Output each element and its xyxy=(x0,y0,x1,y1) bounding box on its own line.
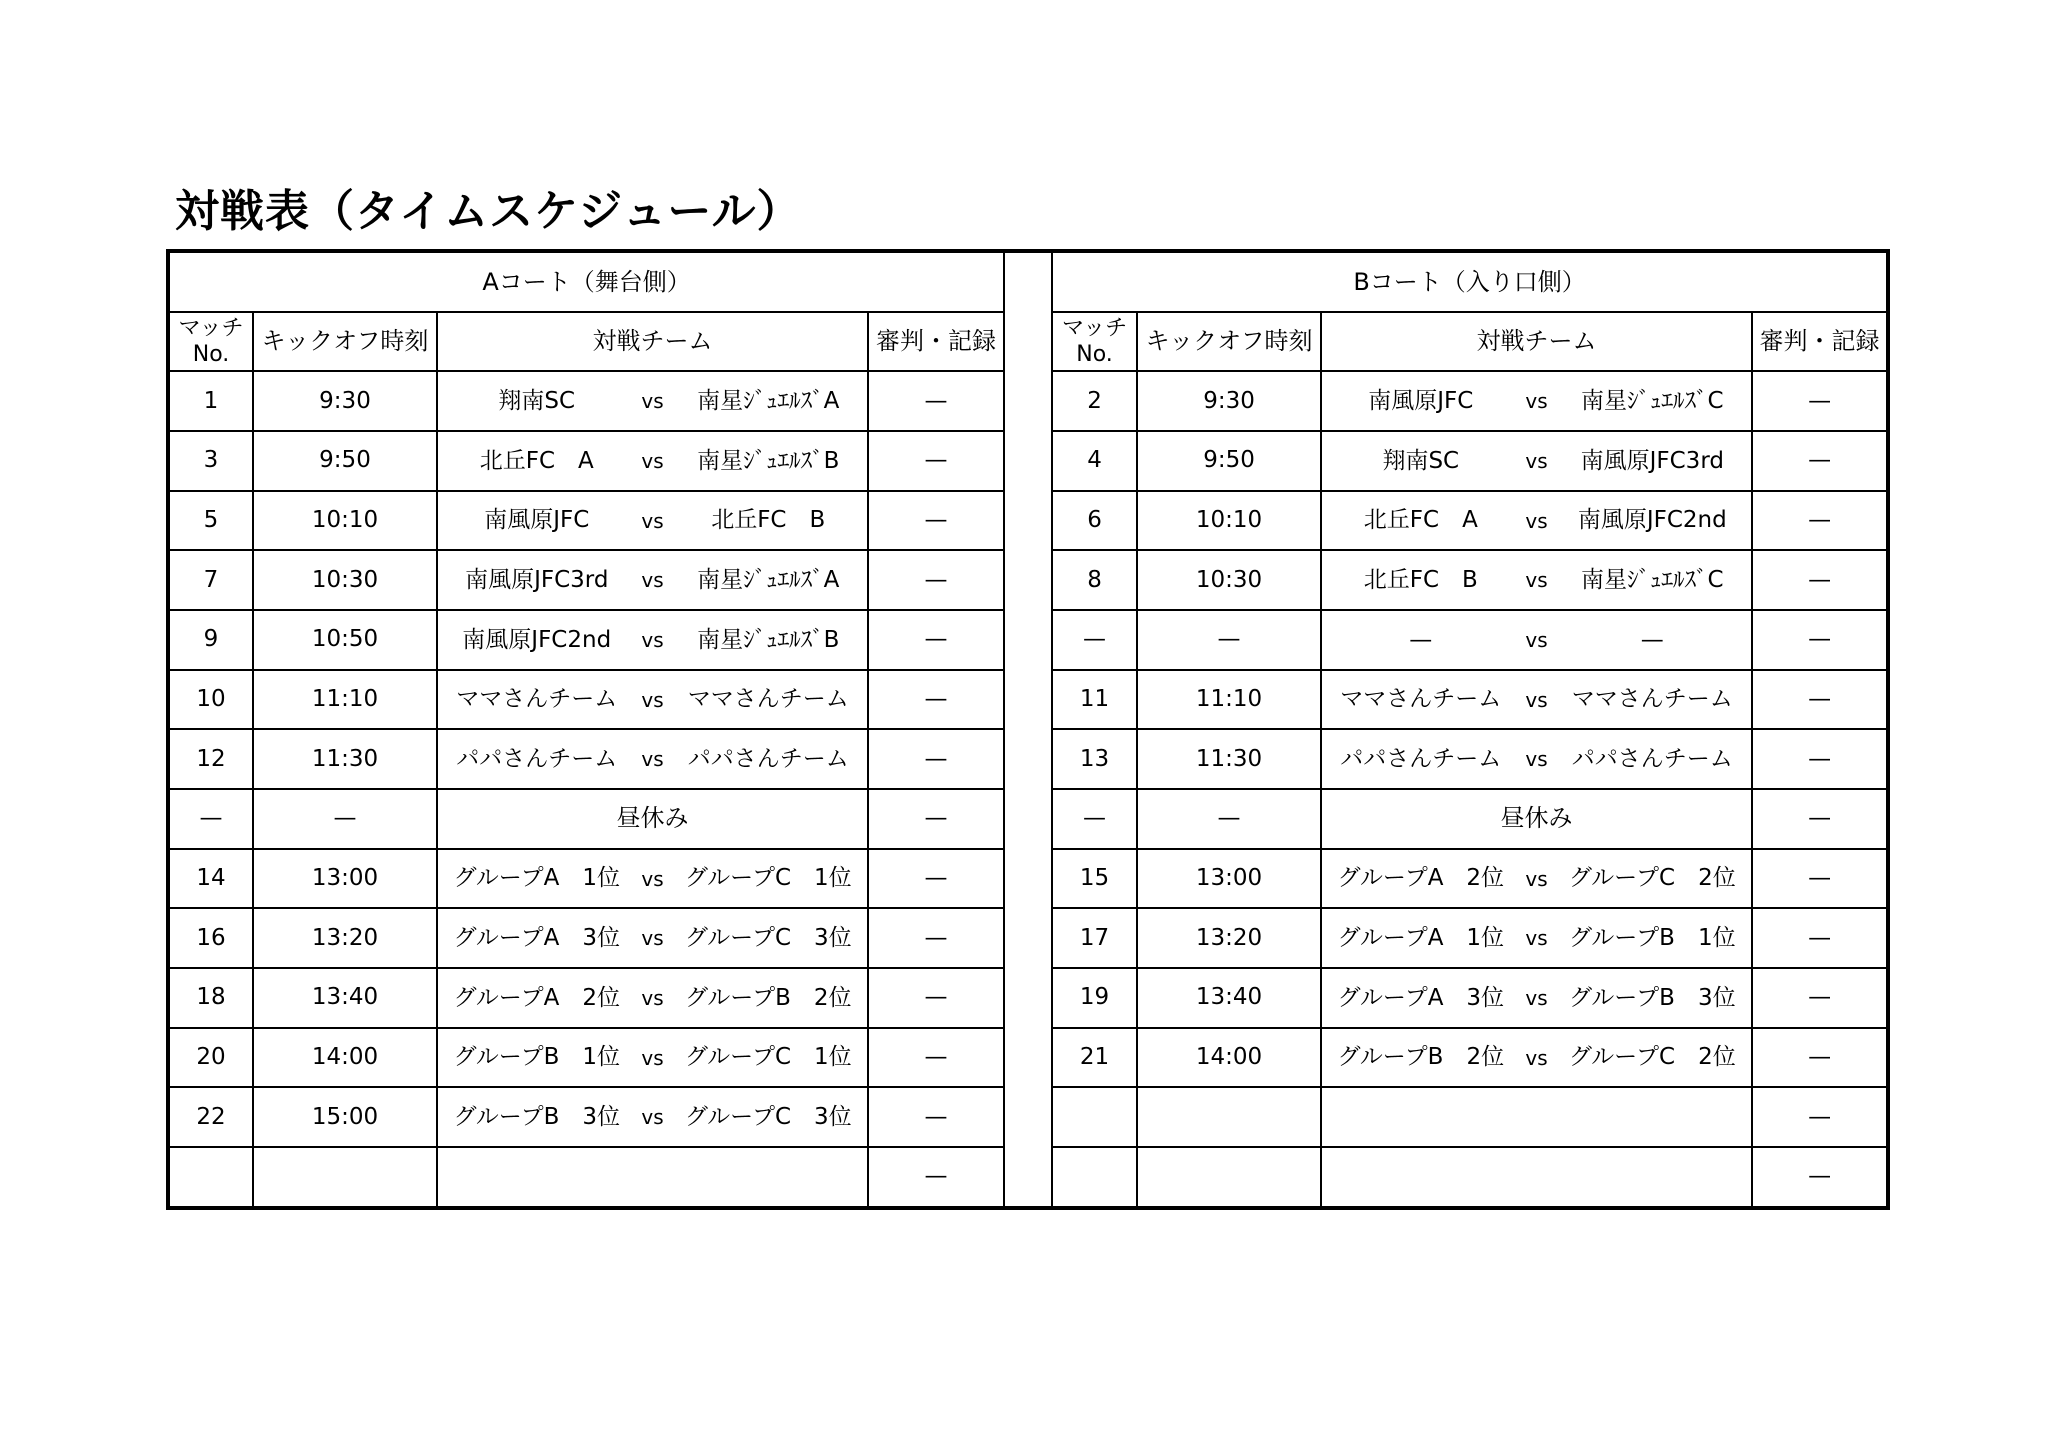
referee-cell: — xyxy=(1752,371,1888,431)
away-team: 南星ｼﾞｭｴﾙｽﾞA xyxy=(697,566,840,593)
match-no-cell: 3 xyxy=(168,431,253,491)
court-b-header: Bコート（入り口側） xyxy=(1052,251,1888,312)
teams-cell xyxy=(437,849,868,909)
kickoff-cell: 13:40 xyxy=(253,968,437,1028)
match-no-cell: 4 xyxy=(1052,431,1137,491)
referee-cell: — xyxy=(1752,610,1888,670)
match-no-cell: 5 xyxy=(168,491,253,551)
referee-cell: — xyxy=(868,968,1004,1028)
vs-label: vs xyxy=(641,448,664,473)
kickoff-cell: 10:30 xyxy=(253,550,437,610)
referee-cell: — xyxy=(1752,1147,1888,1208)
vs-label: vs xyxy=(1525,687,1548,712)
home-team: — xyxy=(1409,626,1433,653)
match-no-cell: 2 xyxy=(1052,371,1137,431)
home-team: ママさんチーム xyxy=(456,686,618,713)
home-team: 北丘FC A xyxy=(479,447,594,474)
referee-cell: — xyxy=(868,550,1004,610)
match-no-cell: 7 xyxy=(168,550,253,610)
match-no-cell: — xyxy=(1052,789,1137,849)
match-no-cell: 8 xyxy=(1052,550,1137,610)
match-no-cell: 11 xyxy=(1052,670,1137,730)
referee-cell: — xyxy=(1752,550,1888,610)
away-team: 南星ｼﾞｭｴﾙｽﾞC xyxy=(1581,387,1724,414)
header-teams: 対戦チーム xyxy=(1321,312,1752,372)
home-team: パパさんチーム xyxy=(1340,746,1502,772)
header-match-no: マッチ No. xyxy=(1052,312,1137,372)
kickoff-cell: 10:10 xyxy=(1137,491,1321,551)
match-no-cell: 12 xyxy=(168,729,253,789)
referee-cell: — xyxy=(1752,670,1888,730)
teams-cell xyxy=(1321,729,1752,789)
home-team: グループA 3位 xyxy=(453,925,621,952)
kickoff-cell: 11:30 xyxy=(1137,729,1321,789)
teams-cell xyxy=(437,670,868,730)
kickoff-cell: 9:50 xyxy=(253,431,437,491)
away-team: グループB 3位 xyxy=(1569,984,1736,1011)
referee-cell: — xyxy=(868,371,1004,431)
kickoff-cell: 13:00 xyxy=(1137,849,1321,909)
match-no-cell: 6 xyxy=(1052,491,1137,551)
teams-cell xyxy=(437,1147,868,1208)
referee-cell: — xyxy=(868,431,1004,491)
home-team: 南風原JFC3rd xyxy=(465,566,609,593)
vs-label: vs xyxy=(1525,508,1548,533)
referee-cell: — xyxy=(1752,1087,1888,1147)
vs-label: vs xyxy=(641,926,664,951)
away-team: グループC 2位 xyxy=(1568,1044,1736,1071)
away-team: パパさんチーム xyxy=(1571,746,1733,772)
match-no-cell: 20 xyxy=(168,1028,253,1088)
schedule-table xyxy=(166,249,1890,1210)
teams-cell xyxy=(437,610,868,670)
referee-cell: — xyxy=(868,491,1004,551)
referee-cell: — xyxy=(868,1147,1004,1208)
header-kickoff: キックオフ時刻 xyxy=(253,312,437,372)
vs-label: vs xyxy=(641,627,664,652)
teams-cell xyxy=(437,729,868,789)
referee-cell: — xyxy=(1752,789,1888,849)
teams-cell xyxy=(437,491,868,551)
referee-cell: — xyxy=(1752,968,1888,1028)
teams-cell xyxy=(1321,371,1752,431)
match-no-cell: 10 xyxy=(168,670,253,730)
teams-cell xyxy=(1321,431,1752,491)
away-team: グループB 1位 xyxy=(1569,925,1736,952)
teams-cell xyxy=(437,1087,868,1147)
home-team: 北丘FC A xyxy=(1363,507,1478,534)
kickoff-cell: 13:20 xyxy=(253,908,437,968)
referee-cell: — xyxy=(868,849,1004,909)
teams-cell xyxy=(437,431,868,491)
kickoff-cell: 10:30 xyxy=(1137,550,1321,610)
home-team: グループA 3位 xyxy=(1337,984,1505,1011)
home-team: グループA 1位 xyxy=(453,865,621,892)
vs-label: vs xyxy=(641,568,664,593)
teams-cell xyxy=(437,371,868,431)
match-no-cell: 9 xyxy=(168,610,253,670)
header-referee: 審判・記録 xyxy=(1752,312,1888,372)
home-team: ママさんチーム xyxy=(1340,686,1502,713)
teams-cell xyxy=(1321,1147,1752,1208)
referee-cell: — xyxy=(1752,908,1888,968)
vs-label: vs xyxy=(1525,985,1548,1010)
kickoff-cell: 9:30 xyxy=(1137,371,1321,431)
home-team: 翔南SC xyxy=(498,387,576,414)
vs-label: vs xyxy=(1525,448,1548,473)
match-no-cell: 19 xyxy=(1052,968,1137,1028)
vs-label: vs xyxy=(1525,866,1548,891)
vs-label: vs xyxy=(641,1045,664,1070)
match-no-cell xyxy=(168,1147,253,1208)
away-team: 南星ｼﾞｭｴﾙｽﾞA xyxy=(697,387,840,414)
home-team: グループA 2位 xyxy=(453,984,621,1011)
kickoff-cell: — xyxy=(1137,610,1321,670)
kickoff-cell xyxy=(1137,1147,1321,1208)
referee-cell: — xyxy=(868,789,1004,849)
kickoff-cell xyxy=(253,1147,437,1208)
kickoff-cell: 13:00 xyxy=(253,849,437,909)
referee-cell: — xyxy=(868,908,1004,968)
home-team: 南風原JFC2nd xyxy=(462,626,612,653)
kickoff-cell: 11:10 xyxy=(253,670,437,730)
home-team: グループB 3位 xyxy=(453,1104,621,1131)
match-no-cell xyxy=(1052,1087,1137,1147)
lunch-label: 昼休み xyxy=(616,804,689,833)
vs-label: vs xyxy=(1525,747,1548,772)
referee-cell: — xyxy=(1752,1028,1888,1088)
teams-cell xyxy=(1321,1087,1752,1147)
vs-label: vs xyxy=(1525,389,1548,414)
teams-cell xyxy=(1321,908,1752,968)
lunch-label: 昼休み xyxy=(1500,804,1573,833)
kickoff-cell xyxy=(1137,1087,1321,1147)
header-teams: 対戦チーム xyxy=(437,312,868,372)
away-team: 南星ｼﾞｭｴﾙｽﾞB xyxy=(697,626,840,653)
vs-label: vs xyxy=(641,866,664,891)
match-no-cell: 13 xyxy=(1052,729,1137,789)
header-kickoff: キックオフ時刻 xyxy=(1137,312,1321,372)
home-team: 南風原JFC xyxy=(1368,387,1474,414)
match-no-cell: 22 xyxy=(168,1087,253,1147)
home-team: グループA 1位 xyxy=(1337,925,1505,952)
vs-label: vs xyxy=(1525,926,1548,951)
away-team: グループC 1位 xyxy=(684,1044,852,1071)
kickoff-cell: 15:00 xyxy=(253,1087,437,1147)
vs-label: vs xyxy=(1525,1045,1548,1070)
referee-cell: — xyxy=(1752,491,1888,551)
teams-cell xyxy=(437,968,868,1028)
teams-cell xyxy=(437,908,868,968)
teams-cell xyxy=(1321,1028,1752,1088)
kickoff-cell: 10:10 xyxy=(253,491,437,551)
kickoff-cell: — xyxy=(1137,789,1321,849)
header-referee: 審判・記録 xyxy=(868,312,1004,372)
away-team: 南風原JFC2nd xyxy=(1577,507,1727,534)
kickoff-cell: 13:20 xyxy=(1137,908,1321,968)
match-no-cell xyxy=(1052,1147,1137,1208)
vs-label: vs xyxy=(641,389,664,414)
home-team: パパさんチーム xyxy=(456,746,618,772)
home-team: グループA 2位 xyxy=(1337,865,1505,892)
teams-cell xyxy=(437,789,868,849)
header-match-no: マッチ No. xyxy=(168,312,253,372)
away-team: グループC 1位 xyxy=(684,865,852,892)
referee-cell: — xyxy=(1752,729,1888,789)
vs-label: vs xyxy=(1525,568,1548,593)
vs-label: vs xyxy=(641,508,664,533)
away-team: ママさんチーム xyxy=(1571,686,1733,713)
away-team: グループB 2位 xyxy=(684,984,852,1011)
referee-cell: — xyxy=(868,1028,1004,1088)
vs-label: vs xyxy=(1525,627,1548,652)
vs-label: vs xyxy=(641,985,664,1010)
referee-cell: — xyxy=(868,1087,1004,1147)
referee-cell: — xyxy=(868,729,1004,789)
match-no-cell: — xyxy=(168,789,253,849)
kickoff-cell: — xyxy=(253,789,437,849)
referee-cell: — xyxy=(868,610,1004,670)
away-team: 南星ｼﾞｭｴﾙｽﾞB xyxy=(697,447,840,474)
match-no-cell: 18 xyxy=(168,968,253,1028)
referee-cell: — xyxy=(1752,849,1888,909)
court-a-header: Aコート（舞台側） xyxy=(168,251,1004,312)
away-team: ママさんチーム xyxy=(687,686,849,713)
kickoff-cell: 11:10 xyxy=(1137,670,1321,730)
teams-cell xyxy=(1321,968,1752,1028)
match-no-cell: 15 xyxy=(1052,849,1137,909)
teams-cell xyxy=(1321,670,1752,730)
home-team: グループB 1位 xyxy=(453,1044,621,1071)
away-team: 北丘FC B xyxy=(711,507,826,534)
away-team: パパさんチーム xyxy=(687,746,849,772)
match-no-cell: 14 xyxy=(168,849,253,909)
away-team: 南星ｼﾞｭｴﾙｽﾞC xyxy=(1581,566,1724,593)
home-team: 南風原JFC xyxy=(484,507,590,534)
home-team: 翔南SC xyxy=(1382,447,1460,474)
teams-cell xyxy=(1321,610,1752,670)
kickoff-cell: 9:50 xyxy=(1137,431,1321,491)
kickoff-cell: 14:00 xyxy=(1137,1028,1321,1088)
match-no-cell: — xyxy=(1052,610,1137,670)
teams-cell xyxy=(1321,550,1752,610)
referee-cell: — xyxy=(1752,431,1888,491)
away-team: — xyxy=(1640,626,1664,653)
vs-label: vs xyxy=(641,1105,664,1130)
away-team: 南風原JFC3rd xyxy=(1580,447,1724,474)
kickoff-cell: 10:50 xyxy=(253,610,437,670)
match-no-cell: 16 xyxy=(168,908,253,968)
teams-cell xyxy=(1321,491,1752,551)
away-team: グループC 3位 xyxy=(684,1104,852,1131)
kickoff-cell: 11:30 xyxy=(253,729,437,789)
page-title: 対戦表（タイムスケジュール） xyxy=(175,186,802,237)
away-team: グループC 3位 xyxy=(684,925,852,952)
teams-cell xyxy=(1321,849,1752,909)
kickoff-cell: 9:30 xyxy=(253,371,437,431)
match-no-cell: 17 xyxy=(1052,908,1137,968)
kickoff-cell: 13:40 xyxy=(1137,968,1321,1028)
kickoff-cell: 14:00 xyxy=(253,1028,437,1088)
court-gap xyxy=(1004,251,1052,1208)
teams-cell xyxy=(1321,789,1752,849)
vs-label: vs xyxy=(641,747,664,772)
away-team: グループC 2位 xyxy=(1568,865,1736,892)
match-no-cell: 1 xyxy=(168,371,253,431)
home-team: グループB 2位 xyxy=(1337,1044,1505,1071)
home-team: 北丘FC B xyxy=(1363,566,1478,593)
match-no-cell: 21 xyxy=(1052,1028,1137,1088)
teams-cell xyxy=(437,1028,868,1088)
referee-cell: — xyxy=(868,670,1004,730)
teams-cell xyxy=(437,550,868,610)
vs-label: vs xyxy=(641,687,664,712)
